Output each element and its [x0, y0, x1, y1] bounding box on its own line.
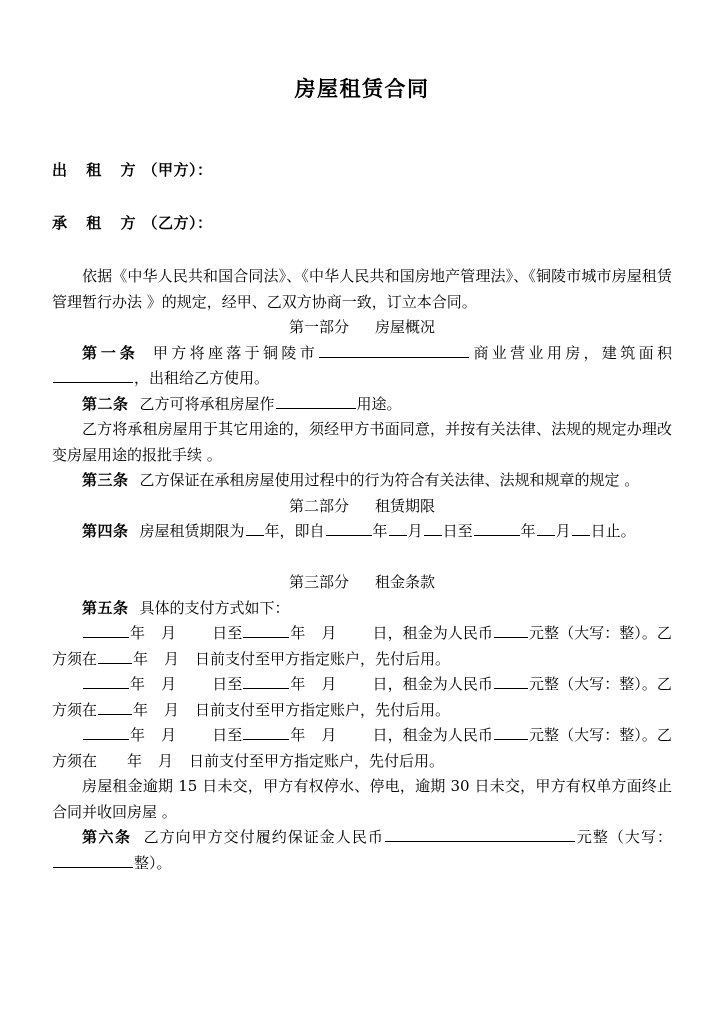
pay3-pay-month: 月: [158, 751, 174, 770]
pay3-day-b: 日，租金为人民币: [372, 726, 493, 745]
parties-block: [52, 159, 672, 234]
pay2-year-b: 年: [290, 675, 306, 694]
section-3-name: 租金条款: [375, 573, 436, 592]
payment-row: [52, 621, 672, 672]
lease-end-day-blank[interactable]: [572, 520, 590, 536]
pay3-day-a: 日至: [212, 726, 243, 745]
pay2-due-year-blank[interactable]: [98, 699, 132, 715]
pay3-year-b: 年: [290, 726, 306, 745]
article-5-paragraph: [52, 596, 672, 622]
pay1-year-a: 年: [130, 624, 146, 643]
pay1-pay-tail: 日前支付至甲方指定账户，先付后用。: [195, 649, 451, 668]
pay2-year-a: 年: [130, 675, 146, 694]
article-2-paragraph: [52, 392, 672, 418]
floor-area-blank[interactable]: [53, 367, 133, 383]
article-6-text-2: 元整（大写：: [575, 828, 672, 847]
pay1-day-b: 日，租金为人民币: [372, 624, 493, 643]
pay1-amount-blank[interactable]: [494, 622, 528, 638]
deposit-amount-words-blank[interactable]: [53, 852, 133, 868]
pay3-end-year-blank[interactable]: [243, 724, 289, 740]
lease-start-month-blank[interactable]: [389, 520, 407, 536]
article-2-label: 第二条: [82, 394, 129, 413]
article-5-label: 第五条: [82, 598, 129, 617]
lease-end-year-blank[interactable]: [474, 520, 520, 536]
article-3-paragraph: [52, 468, 672, 494]
overdue-clause-paragraph: 房屋租金逾期 15 日未交，甲方有权停水、停电，逾期 30 日未交，甲方有权单方面终止合同并收回房屋 。: [52, 777, 672, 821]
pay1-month-a: 月: [161, 624, 177, 643]
property-address-blank[interactable]: [319, 342, 469, 358]
article-3-text: 乙方保证在承租房屋使用过程中的行为符合有关法律、法规和规章的规定 。: [139, 471, 640, 490]
section-2-name: 租赁期限: [375, 496, 436, 515]
pay3-year-a: 年: [130, 726, 146, 745]
pay2-pay-month: 月: [164, 700, 180, 719]
section-heading-2: [52, 494, 672, 520]
article-4-text-6: 年: [520, 522, 536, 541]
pay2-month-a: 月: [161, 675, 177, 694]
article-4-label: 第四条: [82, 522, 129, 541]
article-4-paragraph: [52, 519, 672, 545]
pay3-month-b: 月: [321, 726, 337, 745]
article-2-text-2: 用途。: [356, 394, 402, 413]
section-spacer: [52, 545, 672, 571]
pay2-day-b: 日，租金为人民币: [372, 675, 493, 694]
pay2-end-year-blank[interactable]: [243, 673, 289, 689]
article-1-paragraph: [52, 341, 672, 392]
pay3-amount-blank[interactable]: [494, 724, 528, 740]
article-4-text-7: 月: [555, 522, 571, 541]
pay1-end-year-blank[interactable]: [243, 622, 289, 638]
deposit-amount-blank[interactable]: [385, 826, 575, 842]
article-4-text-4: 月: [407, 522, 423, 541]
pay3-amount-tail: 元整（大写：整）。乙方须在: [52, 726, 672, 770]
payment-row-1: [52, 621, 672, 672]
section-1-name: 房屋概况: [375, 318, 436, 337]
pay1-amount-tail: 元整（大写：整）。乙方须在: [52, 624, 672, 668]
pay1-day-a: 日至: [212, 624, 243, 643]
pay1-year-b: 年: [290, 624, 306, 643]
lease-end-month-blank[interactable]: [537, 520, 555, 536]
section-3-number: 第三部分: [288, 573, 349, 592]
pay3-start-year-blank[interactable]: [83, 724, 129, 740]
preamble-paragraph: 依据《中华人民共和国合同法》、《中华人民共和国房地产管理法》、《铜陵市城市房屋租赁管理暂行办法 》的规定，经甲、乙双方协商一致，订立本合同。: [52, 267, 672, 311]
section-heading-1: [52, 315, 672, 341]
article-6-text-1: 乙方向甲方交付履约保证金人民币: [142, 828, 384, 847]
pay2-amount-blank[interactable]: [494, 673, 528, 689]
section-2-number: 第二部分: [288, 496, 349, 515]
pay2-day-a: 日至: [212, 675, 243, 694]
article-6-paragraph: [52, 825, 672, 876]
article-6-text-3: 整）。: [134, 853, 172, 872]
pay3-pay-tail: 日前支付至甲方指定账户，先付后用。: [189, 751, 445, 770]
article-2-subparagraph: 乙方将承租房屋用于其它用途的，须经甲方书面同意，并按有关法律、法规的规定办理改变房屋用途的报批手续 。: [52, 420, 672, 464]
pay2-pay-tail: 日前支付至甲方指定账户，先付后用。: [195, 700, 451, 719]
section-1-number: 第一部分: [288, 318, 349, 337]
payment-row: [52, 672, 672, 723]
article-4-text-2: 年，即自: [264, 522, 325, 541]
article-4-text-3: 年: [372, 522, 388, 541]
pay2-amount-tail: 元整（大写：整）。乙方须在: [52, 675, 672, 719]
pay1-pay-month: 月: [164, 649, 180, 668]
lease-start-year-blank[interactable]: [326, 520, 372, 536]
pay3-pay-year: 年: [127, 751, 143, 770]
lessor-label-tail: （甲方）：: [142, 161, 213, 180]
article-3-label: 第三条: [82, 471, 129, 490]
pay1-due-year-blank[interactable]: [98, 648, 132, 664]
lessor-label: 出 租 方: [52, 161, 143, 180]
document-body: [52, 264, 672, 876]
lease-start-day-blank[interactable]: [424, 520, 442, 536]
article-1-text-1: 甲方将座落于铜陵市: [149, 343, 319, 362]
article-4-text-5: 日至: [442, 522, 473, 541]
pay1-start-year-blank[interactable]: [83, 622, 129, 638]
pay2-month-b: 月: [321, 675, 337, 694]
pay2-start-year-blank[interactable]: [83, 673, 129, 689]
article-4-text-8: 日止。: [590, 522, 636, 541]
article-6-label: 第六条: [82, 828, 132, 847]
article-1-text-3: ，出租给乙方使用。: [134, 369, 270, 388]
usage-purpose-blank[interactable]: [276, 393, 356, 409]
lease-term-years-blank[interactable]: [246, 520, 264, 536]
lessee-label: 承 租 方: [52, 213, 143, 232]
page-title: 房屋租赁合同: [294, 77, 430, 101]
pay1-pay-year: 年: [133, 649, 149, 668]
section-heading-3: [52, 570, 672, 596]
payment-row: [52, 723, 672, 774]
lessee-line: [52, 212, 672, 235]
article-1-label: 第一条: [82, 343, 139, 362]
lessee-label-tail: （乙方）：: [142, 213, 213, 232]
pay1-month-b: 月: [321, 624, 337, 643]
article-4-text-1: 房屋租赁期限为: [139, 522, 245, 541]
article-1-text-2: 商业营业用房，建筑面积: [470, 343, 672, 362]
lessor-line: [52, 159, 672, 182]
payment-row-2: [52, 672, 672, 723]
pay2-pay-year: 年: [133, 700, 149, 719]
pay3-month-a: 月: [161, 726, 177, 745]
article-5-text: 具体的支付方式如下：: [139, 598, 290, 617]
article-2-text-1: 乙方可将承租房屋作: [139, 394, 275, 413]
payment-row-3: [52, 723, 672, 774]
